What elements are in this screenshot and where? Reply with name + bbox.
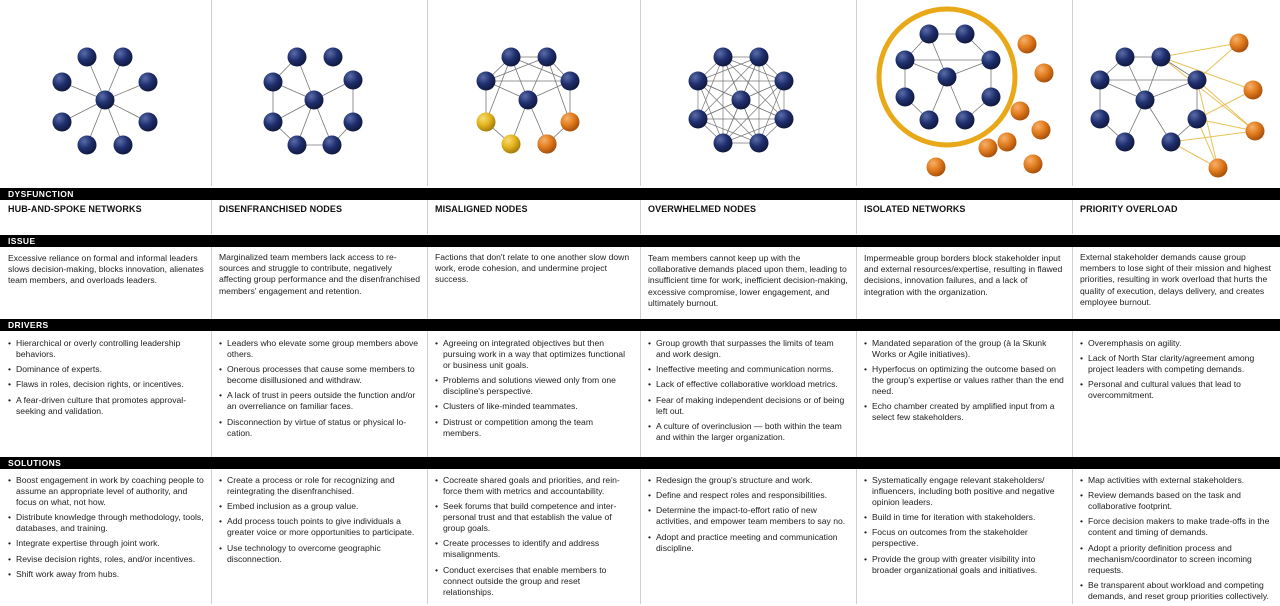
list-item: • Flaws in roles, decision rights, or incentives. <box>8 379 206 390</box>
list-item: • Clusters of like-minded teammates. <box>435 401 633 412</box>
list-item: • Review demands based on the task and collaborative footprint. <box>1080 490 1276 512</box>
solutions-list <box>219 475 420 569</box>
drivers-list <box>435 338 633 443</box>
issue-text: Team members cannot keep up with the collaborative demands placed upon them, leading to insufficient time for work, inefficient decision-making, excessive compromise, lower engagement, and ultimately burnout. <box>648 253 848 308</box>
column-divider <box>640 246 641 319</box>
list-item: • Systematically engage relevant stakeholders/ influencers, including both positive and negative opinion leaders. <box>864 475 1066 508</box>
column-divider <box>427 469 428 604</box>
list-item: • Lack of effective collaborative workload metrics. <box>648 379 850 390</box>
column-divider <box>211 246 212 319</box>
column-title: ISOLATED NETWORKS <box>864 204 966 214</box>
solutions-list <box>648 475 850 558</box>
list-item: • Force decision makers to make trade-offs in the content and timing of demands. <box>1080 516 1276 538</box>
list-item: • Agreeing on integrated objectives but then pursuing work in a way that optimizes functional or business unit goals. <box>435 338 633 371</box>
list-item: • Be transparent about workload and competing demands, and reset group priorities collectively. <box>1080 580 1276 602</box>
list-item: • A culture of overinclusion — both within the team and within the larger organization. <box>648 421 850 443</box>
column-title: OVERWHELMED NODES <box>648 204 757 214</box>
column-divider <box>640 198 641 234</box>
list-item: • A fear-driven culture that promotes approval-seeking and validation. <box>8 395 206 417</box>
list-item: • Seek forums that build competence and interpersonal trust and that establish the value of group goals. <box>435 501 633 534</box>
list-item: • Lack of North Star clarity/agreement among project leaders with competing demands. <box>1080 353 1276 375</box>
list-item: • Add process touch points to give individuals a greater voice or more opportunities to participate. <box>219 516 420 538</box>
list-item: • Adopt and practice meeting and communication discipline. <box>648 532 850 554</box>
list-item: • Use technology to overcome geographic disconnection. <box>219 543 420 565</box>
list-item: • Create processes to identify and address misalignments. <box>435 538 633 560</box>
section-bar-issue: ISSUE <box>0 235 1280 247</box>
overwhelmed-nodes-diagram <box>641 0 856 186</box>
column-divider <box>1072 198 1073 234</box>
column-divider <box>1072 469 1073 604</box>
column-title: DISENFRANCHISED NODES <box>219 204 343 214</box>
solutions-list <box>864 475 1066 580</box>
list-item: • A lack of trust in peers outside the function and/or an overreliance on familiar faces. <box>219 390 420 412</box>
column-divider <box>427 331 428 457</box>
misaligned-nodes-diagram <box>428 0 640 186</box>
list-item: • Leaders who elevate some group members above others. <box>219 338 420 360</box>
list-item: • Distrust or competition among the team members. <box>435 417 633 439</box>
list-item: • Boost engagement in work by coaching people to assume an appropriate level of authority, and focus on what, not how. <box>8 475 206 508</box>
list-item: • Hyperfocus on optimizing the outcome based on the group's expertise or values rather than the end need. <box>864 364 1066 397</box>
issue-text: Factions that don't relate to one another slow down work, erode cohesion, and undermine project success. <box>435 252 630 285</box>
drivers-list <box>1080 338 1276 406</box>
priority-overload-diagram <box>1073 0 1280 186</box>
issue-text: Excessive reliance on formal and informal leaders slows decision-making, blocks innovation, alienates team members, and overloads leaders. <box>8 253 204 286</box>
list-item: • Integrate expertise through joint work. <box>8 538 206 549</box>
column-divider <box>856 246 857 319</box>
column-divider <box>1072 331 1073 457</box>
column-divider <box>856 331 857 457</box>
list-item: • Personal and cultural values that lead to overcommitment. <box>1080 379 1276 401</box>
section-bar-dysfunction: DYSFUNCTION <box>0 188 1280 200</box>
list-item: • Overemphasis on agility. <box>1080 338 1276 349</box>
list-item: • Conduct exercises that enable members to connect outside the group and reset relationships. <box>435 565 633 598</box>
list-item: • Adopt a priority definition process and mechanism/coordinator to screen incoming requests. <box>1080 543 1276 576</box>
list-item: • Fear of making independent decisions or of being left out. <box>648 395 850 417</box>
drivers-list <box>648 338 850 447</box>
column-divider <box>427 246 428 319</box>
section-bar-drivers: DRIVERS <box>0 319 1280 331</box>
disenfranchised-nodes-diagram <box>212 0 427 186</box>
list-item: • Group growth that surpasses the limits of team and work design. <box>648 338 850 360</box>
list-item: • Cocreate shared goals and priorities, and reinforce them with metrics and accountability. <box>435 475 633 497</box>
list-item: • Map activities with external stakeholders. <box>1080 475 1276 486</box>
column-title: PRIORITY OVERLOAD <box>1080 204 1178 214</box>
list-item: • Create a process or role for recognizing and reintegrating the disenfranchised. <box>219 475 420 497</box>
column-divider <box>856 198 857 234</box>
list-item: • Focus on outcomes from the stakeholder perspective. <box>864 527 1066 549</box>
drivers-list <box>864 338 1066 428</box>
list-item: • Mandated separation of the group (à la Skunk Works or Agile initiatives). <box>864 338 1066 360</box>
solutions-list <box>8 475 206 584</box>
list-item: • Define and respect roles and responsibilities. <box>648 490 850 501</box>
column-divider <box>211 469 212 604</box>
list-item: • Disconnection by virtue of status or physical location. <box>219 417 420 439</box>
list-item: • Problems and solutions viewed only from one discipline's perspective. <box>435 375 633 397</box>
issue-text: Impermeable group borders block stakeholder input and external resources/expertise, resulting in flawed decisions, innovation failures, and a lack of integration with the organization. <box>864 253 1063 297</box>
list-item: • Build in time for iteration with stakeholders. <box>864 512 1066 523</box>
list-item: • Determine the impact-to-effort ratio of new activities, and empower team members to say no. <box>648 505 850 527</box>
list-item: • Shift work away from hubs. <box>8 569 206 580</box>
list-item: • Redesign the group's structure and work. <box>648 475 850 486</box>
list-item: • Ineffective meeting and communication norms. <box>648 364 850 375</box>
column-divider <box>640 331 641 457</box>
column-divider <box>211 198 212 234</box>
list-item: • Revise decision rights, roles, and/or incentives. <box>8 554 206 565</box>
column-divider <box>856 469 857 604</box>
list-item: • Provide the group with greater visibility into broader organizational goals and initiatives. <box>864 554 1066 576</box>
isolated-networks-diagram <box>857 0 1072 186</box>
column-title: MISALIGNED NODES <box>435 204 528 214</box>
list-item: • Onerous processes that cause some members to become disillusioned and withdraw. <box>219 364 420 386</box>
list-item: • Embed inclusion as a group value. <box>219 501 420 512</box>
hub-and-spoke-diagram <box>0 0 211 186</box>
column-divider <box>640 469 641 604</box>
column-divider <box>1072 246 1073 319</box>
list-item: • Distribute knowledge through methodology, tools, databases, and training. <box>8 512 206 534</box>
drivers-list <box>219 338 420 443</box>
issue-text: Marginalized team members lack access to resources and struggle to contribute, negatively affecting group performance and the disenfranchised members' engagement and retention. <box>219 252 420 296</box>
column-title: HUB-AND-SPOKE NETWORKS <box>8 204 142 214</box>
list-item: • Hierarchical or overly controlling leadership behaviors. <box>8 338 206 360</box>
column-divider <box>427 198 428 234</box>
list-item: • Echo chamber created by amplified input from a select few stakeholders. <box>864 401 1066 423</box>
section-bar-solutions: SOLUTIONS <box>0 457 1280 469</box>
solutions-list <box>1080 475 1276 606</box>
list-item: • Dominance of experts. <box>8 364 206 375</box>
solutions-list <box>435 475 633 602</box>
drivers-list <box>8 338 206 421</box>
issue-text: External stakeholder demands cause group members to lose sight of their mission and highest priorities, resulting in work overload that hurts the quality of execution, delays delivery, and creates employee burnout. <box>1080 252 1272 307</box>
column-divider <box>211 331 212 457</box>
